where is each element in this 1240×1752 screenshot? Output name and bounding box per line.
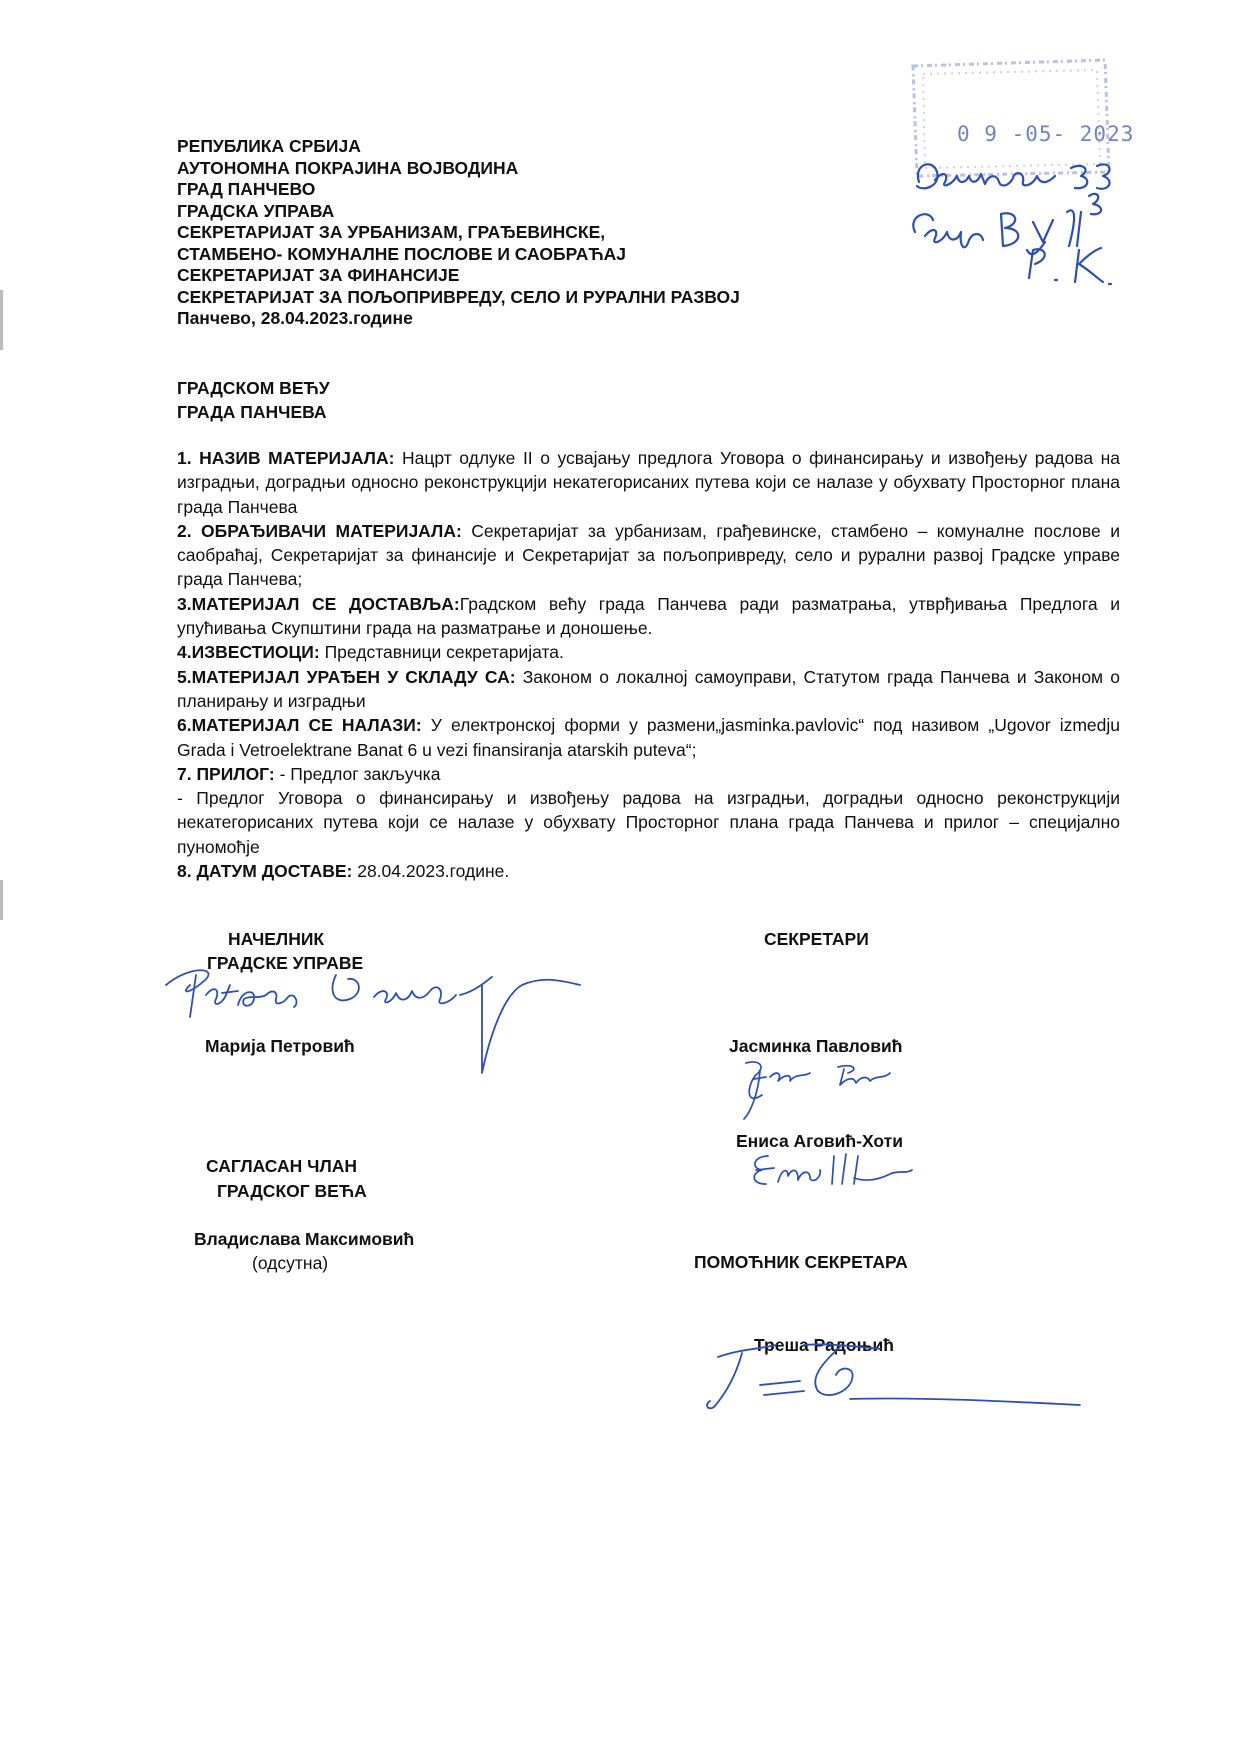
item-text: Законом о локалној самоуправи, Статутом града Панчева и Законом о планирању и изградњи (177, 666, 1120, 711)
item-label: 7. ПРИЛОГ: (177, 763, 275, 784)
item-label: 2. ОБРАЂИВАЧИ МАТЕРИЈАЛА: (177, 520, 462, 541)
item-text: Представници секретаријата. (319, 642, 564, 663)
item-label: 3.МАТЕРИЈАЛ СЕ ДОСТАВЉА: (177, 593, 460, 614)
addressee-line: ГРАДА ПАНЧЕВА (177, 402, 327, 422)
item-attachment (177, 762, 1120, 786)
item-delivery-date (177, 859, 1120, 883)
header-line: ГРАД ПАНЧЕВО (177, 179, 316, 199)
item-label: 1. НАЗИВ МАТЕРИЈАЛА: (177, 448, 395, 468)
chief-signature (160, 955, 600, 1080)
header-line: СТАМБЕНО- КОМУНАЛНЕ ПОСЛОВЕ И САОБРАЋАЈ (177, 243, 627, 264)
secretary-name: Ениса Аговић-Хоти (736, 1131, 903, 1151)
header-line: АУТОНОМНА ПОКРАЈИНА ВОЈВОДИНА (177, 157, 519, 178)
handwritten-receipt-note (905, 150, 1155, 300)
item-label: 4.ИЗВЕСТИОЦИ: (177, 642, 320, 663)
item-label: 5.МАТЕРИЈАЛ УРАЂЕН У СКЛАДУ СА: (177, 666, 516, 687)
item-reporters (177, 640, 1120, 664)
item-location (177, 713, 1120, 762)
item-compliance (177, 665, 1120, 714)
item-text: - Предлог закључка (274, 763, 441, 784)
document-body (177, 446, 1120, 883)
secretary-signature (748, 1148, 918, 1198)
chief-title: НАЧЕЛНИК (228, 929, 325, 949)
council-member-name: Владислава Максимовић (194, 1229, 415, 1249)
scan-edge-mark (0, 290, 3, 350)
chief-title: ГРАДСКЕ УПРАВЕ (207, 953, 364, 973)
secretary-name: Јасминка Павловић (729, 1036, 903, 1056)
item-text: Градском већу града Панчева ради разматрања, утврђивања Предлога и упућивања Скупштини града на разматрање и доношење. (177, 593, 1120, 639)
item-attachment-detail: - Предлог Уговора о финансирању и извођењу радова на изградњи, доградњи односно реконструкцији некатегорисаних путева који се налазе у обухвату Просторног плана града Панчева и прилог – специјално пуномоћје (177, 788, 1120, 857)
secretaries-title: СЕКРЕТАРИ (764, 929, 869, 949)
item-text: Нацрт одлуке II о усвајању предлога Уговора о финансирању и извођењу радова на изградњи, доградњи односно реконструкцији некатегорисаних путева који се налазе у обухвату Просторног плана града Панчева (177, 448, 1120, 517)
item-text: У електронској форми у размени„jasminka.pavlovic“ под називом „Ugovor izmedju Grada i Vetroelektrane Banat 6 u vezi finansiranja atarskih puteva“; (177, 715, 1120, 760)
secretary-signature (740, 1055, 940, 1125)
assistant-secretary-signature (700, 1335, 1090, 1415)
item-text: 28.04.2023.године. (352, 861, 510, 882)
item-material-name (177, 446, 1120, 519)
assistant-secretary-name: Треша Радоњић (754, 1335, 894, 1355)
addressee-block (177, 376, 330, 424)
stamp-date: 0 9 -05- 2023 (957, 122, 1135, 146)
item-label: 6.МАТЕРИЈАЛ СЕ НАЛАЗИ: (177, 715, 422, 736)
item-processors (177, 519, 1120, 592)
header-line: СЕКРЕТАРИЈАТ ЗА ФИНАНСИЈЕ (177, 265, 460, 285)
scan-edge-mark (0, 880, 3, 920)
chief-name: Марија Петровић (205, 1036, 355, 1056)
document-header (177, 136, 740, 330)
header-line: СЕКРЕТАРИЈАТ ЗА ПОЉОПРИВРЕДУ, СЕЛО И РУРАЛНИ РАЗВОЈ (177, 286, 740, 307)
header-line: СЕКРЕТАРИЈАТ ЗА УРБАНИЗАМ, ГРАЂЕВИНСКЕ, (177, 222, 606, 242)
item-label: 8. ДАТУМ ДОСТАВЕ: (177, 861, 353, 882)
header-line: ГРАДСКА УПРАВА (177, 200, 335, 221)
header-line: РЕПУБЛИКА СРБИЈА (177, 136, 361, 156)
assistant-secretary-title: ПОМОЋНИК СЕКРЕТАРА (694, 1252, 908, 1272)
council-member-title: САГЛАСАН ЧЛАН (206, 1156, 357, 1176)
item-delivered-to (177, 592, 1120, 641)
addressee-line: ГРАДСКОМ ВЕЋУ (177, 378, 330, 398)
header-date: Панчево, 28.04.2023.године (177, 308, 413, 328)
item-text: Секретаријат за урбанизам, грађевинске, стамбено – комуналне послове и саобраћај, Секретаријат за финансије и Секретаријат за пољопривреду, село и рурални развој Градске управе града Панчева; (177, 520, 1120, 590)
council-member-title: ГРАДСКОГ ВЕЋА (217, 1181, 367, 1201)
council-member-status: (одсутна) (252, 1253, 329, 1273)
